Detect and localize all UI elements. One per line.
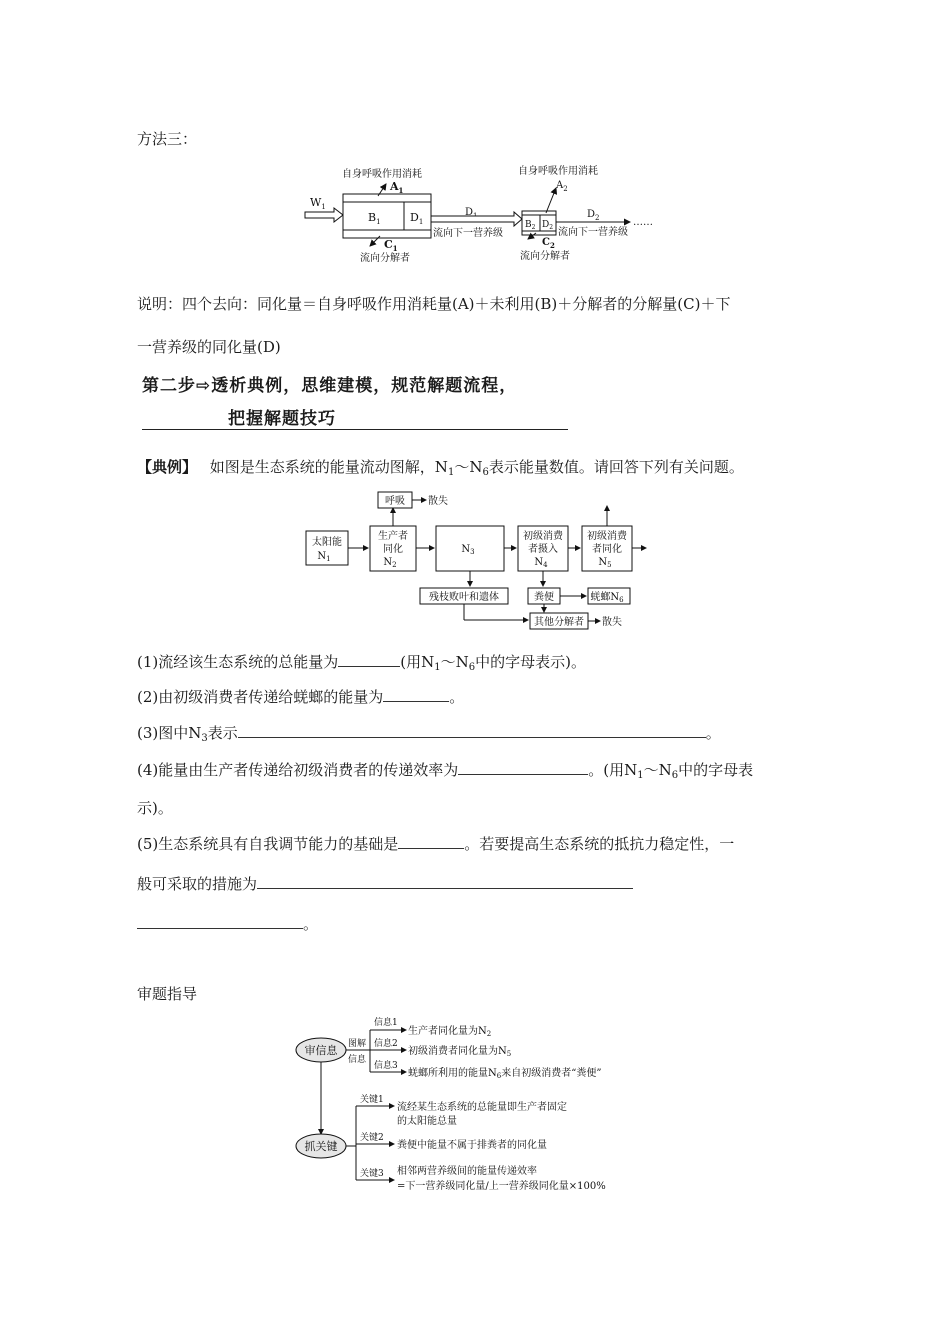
example-label: 【典例】 <box>137 458 198 476</box>
svg-text:散失: 散失 <box>428 496 448 507</box>
answer-blank-5c[interactable] <box>137 914 303 929</box>
question-5-line-2: 般可采取的措施为 <box>137 873 633 895</box>
svg-text:审信息: 审信息 <box>304 1044 338 1057</box>
question-5: (5)生态系统具有自我调节能力的基础是 。若要提高生态系统的抵抗力稳定性，一 <box>137 835 735 853</box>
answer-blank-5a[interactable] <box>398 834 464 849</box>
question-3: (3)图中$N_3$表示 。 <box>137 724 721 744</box>
svg-text:呼吸: 呼吸 <box>385 496 405 507</box>
svg-text:者同化: 者同化 <box>592 544 622 555</box>
svg-text:其他分解者: 其他分解者 <box>534 617 584 628</box>
svg-text:自身呼吸作用消耗: 自身呼吸作用消耗 <box>518 166 598 177</box>
energy-flow-diagram-example <box>300 486 650 636</box>
svg-text:粪便中能量不属于排粪者的同化量: 粪便中能量不属于排粪者的同化量 <box>397 1140 547 1151</box>
svg-text:C2: $C_2$ <box>542 237 555 250</box>
energy-flow-diagram-method3 <box>300 158 690 268</box>
svg-text:太阳能: 太阳能 <box>312 537 342 548</box>
svg-text:C1: $C_1$ <box>384 238 398 253</box>
explanation-line-1: 说明：四个去向：同化量＝自身呼吸作用消耗量(A)＋未利用(B)＋分解者的分解量(C)＋下 <box>137 295 731 313</box>
step2-heading-line-2: 把握解题技巧 <box>228 409 336 429</box>
svg-text:者摄入: 者摄入 <box>528 544 558 555</box>
svg-text:流向下一营养级: 流向下一营养级 <box>558 227 628 238</box>
svg-text:图解: 图解 <box>348 1039 367 1049</box>
svg-text:散失: 散失 <box>602 617 622 628</box>
svg-text:信息3: 信息3 <box>374 1061 398 1071</box>
svg-text:流向分解者: 流向分解者 <box>360 253 410 264</box>
svg-text:N5: $N_5$ <box>598 557 612 569</box>
svg-text:粪便: 粪便 <box>534 592 554 603</box>
svg-text:A2: $A_2$ <box>556 180 568 193</box>
svg-text:D1: D <box>465 207 474 218</box>
svg-text:D2: $D_2$ <box>542 220 554 231</box>
svg-text:=下一营养级同化量/上一营养级同化量×100%: =下一营养级同化量/上一营养级同化量×100% <box>397 1181 606 1192</box>
svg-text:流向分解者: 流向分解者 <box>520 251 570 262</box>
svg-text:生产者: 生产者 <box>378 531 408 542</box>
explanation-line-2: 一营养级的同化量(D) <box>137 338 281 356</box>
svg-text:流经某生态系统的总能量即生产者固定: 流经某生态系统的总能量即生产者固定 <box>397 1102 567 1113</box>
question-2: (2)由初级消费者传递给蜣螂的能量为 。 <box>137 688 465 706</box>
svg-text:信息2: 信息2 <box>374 1039 398 1049</box>
svg-text:B1: $B_1$ <box>368 211 381 226</box>
step2-underline <box>142 429 568 430</box>
step2-heading-line-1: 第二步⇨透析典例，思维建模，规范解题流程， <box>142 376 518 396</box>
guidance-diagram <box>290 1010 670 1200</box>
answer-blank-5b[interactable] <box>257 874 633 889</box>
svg-text:信息1: 信息1 <box>374 1018 398 1028</box>
svg-text:相邻两营养级间的能量传递效率: 相邻两营养级间的能量传递效率 <box>397 1166 537 1177</box>
guidance-title: 审题指导 <box>137 985 198 1003</box>
svg-text:初级消费: 初级消费 <box>587 531 627 542</box>
svg-text:N4: $N_4$ <box>534 557 548 569</box>
svg-text:抓关键: 抓关键 <box>304 1140 338 1153</box>
svg-text:自身呼吸作用消耗: 自身呼吸作用消耗 <box>342 169 422 180</box>
svg-text:关键3: 关键3 <box>360 1169 384 1179</box>
answer-blank-3[interactable] <box>238 723 706 738</box>
svg-text:N3: $N_3$ <box>461 544 475 556</box>
svg-text:蜣螂所利用的能量N6来自初级消费者“粪便”: 蜣螂所利用的能量$N_6$来自初级消费者“粪便” <box>408 1068 602 1080</box>
svg-text:W1: $W_1$ <box>310 196 326 211</box>
svg-text:同化: 同化 <box>383 544 403 555</box>
svg-text:生产者同化量为N2: 生产者同化量为$N_2$ <box>408 1026 492 1038</box>
example-intro: 【典例】 如图是生态系统的能量流动图解，$N_1\sim N_6$表示能量数值。请回答下列有关问题。 <box>137 458 744 478</box>
answer-blank-2[interactable] <box>383 687 449 702</box>
svg-text:流向下一营养级: 流向下一营养级 <box>433 228 503 239</box>
svg-text:A1: $A_1$ <box>390 180 404 195</box>
question-1: (1)流经该生态系统的总能量为 (用$N_1\sim N_6$中的字母表示)。 <box>137 653 586 673</box>
answer-blank-4[interactable] <box>458 760 588 775</box>
question-5-line-3: 。 <box>137 913 318 935</box>
question-4-line-2: 示)。 <box>137 799 173 817</box>
svg-text:……: …… <box>633 217 653 228</box>
question-4: (4)能量由生产者传递给初级消费者的传递效率为 。(用$N_1\sim N_6$中的字母表 <box>137 761 754 781</box>
svg-text:关键1: 关键1 <box>360 1095 384 1105</box>
svg-text:残枝败叶和遗体: 残枝败叶和遗体 <box>429 592 499 603</box>
svg-text:初级消费: 初级消费 <box>523 531 563 542</box>
svg-text:D2: $D_2$ <box>587 209 600 222</box>
svg-text:初级消费者同化量为N5: 初级消费者同化量为$N_5$ <box>408 1046 512 1058</box>
method3-title: 方法三： <box>137 130 198 148</box>
svg-text:D1: $D_1$ <box>410 211 424 226</box>
svg-text:关键2: 关键2 <box>360 1133 384 1143</box>
svg-text:蜣螂N6: 蜣螂$N_6$ <box>590 592 624 604</box>
answer-blank-1[interactable] <box>338 652 400 667</box>
svg-text:信息: 信息 <box>348 1055 367 1065</box>
svg-text:N1: $N_1$ <box>317 551 331 563</box>
svg-text:的太阳能总量: 的太阳能总量 <box>397 1116 457 1127</box>
svg-text:B2: $B_2$ <box>525 220 536 231</box>
svg-text:N2: $N_2$ <box>383 557 397 569</box>
